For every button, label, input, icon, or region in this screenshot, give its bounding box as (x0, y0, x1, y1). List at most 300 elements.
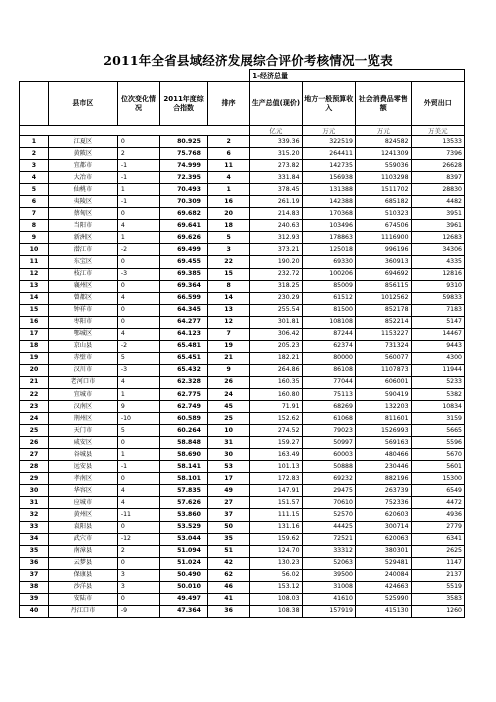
retail-value: 606001 (355, 376, 411, 388)
composite-score: 80.925 (160, 136, 208, 148)
row-number: 18 (20, 340, 49, 352)
export-value: 6549 (411, 485, 464, 497)
export-value: 28830 (411, 184, 464, 196)
unit-retail: 万元 (355, 126, 411, 136)
export-value: 59833 (411, 292, 464, 304)
unit-gdp: 亿元 (250, 126, 302, 136)
export-value: 12683 (411, 232, 464, 244)
rank: 13 (207, 304, 249, 316)
row-number: 38 (20, 581, 49, 593)
gdp-value: 151.57 (250, 497, 302, 509)
table-row (20, 413, 465, 425)
data-table (19, 69, 465, 618)
composite-score: 57.626 (160, 497, 208, 509)
row-number: 29 (20, 473, 49, 485)
composite-score: 53.529 (160, 521, 208, 533)
county-name: 云梦县 (48, 557, 117, 569)
composite-score: 58.101 (160, 473, 208, 485)
revenue-value: 50888 (302, 461, 355, 473)
rank-change: 0 (117, 316, 159, 328)
header-rank: 排序 (207, 82, 249, 126)
county-name: 荆州区 (48, 413, 117, 425)
gdp-value: 274.52 (250, 425, 302, 437)
export-value: 4482 (411, 196, 464, 208)
revenue-value: 100206 (302, 268, 355, 280)
export-value: 4936 (411, 509, 464, 521)
rank: 16 (207, 196, 249, 208)
gdp-value: 147.91 (250, 485, 302, 497)
table-row (20, 352, 465, 364)
county-name: 武穴市 (48, 533, 117, 545)
revenue-value: 69232 (302, 473, 355, 485)
row-number: 25 (20, 425, 49, 437)
revenue-value: 70610 (302, 497, 355, 509)
county-name: 孝南区 (48, 473, 117, 485)
table-row (20, 461, 465, 473)
export-value: 5382 (411, 388, 464, 400)
export-value: 5665 (411, 425, 464, 437)
revenue-value: 157919 (302, 605, 355, 617)
county-name: 大冶市 (48, 172, 117, 184)
export-value: 3951 (411, 208, 464, 220)
gdp-value: 108.03 (250, 593, 302, 605)
rank-change: -3 (117, 364, 159, 376)
county-name: 仙桃市 (48, 184, 117, 196)
rank: 14 (207, 292, 249, 304)
export-value: 1260 (411, 605, 464, 617)
gdp-value: 240.63 (250, 220, 302, 232)
retail-value: 824582 (355, 136, 411, 148)
retail-value: 852214 (355, 316, 411, 328)
rank-change: 4 (117, 220, 159, 232)
export-value: 5601 (411, 461, 464, 473)
export-value: 2625 (411, 545, 464, 557)
export-value: 3159 (411, 413, 464, 425)
gdp-value: 101.13 (250, 461, 302, 473)
rank: 7 (207, 328, 249, 340)
row-number: 15 (20, 304, 49, 316)
row-number: 19 (20, 352, 49, 364)
rank: 9 (207, 364, 249, 376)
revenue-value: 62374 (302, 340, 355, 352)
retail-value: 480466 (355, 449, 411, 461)
rank: 35 (207, 533, 249, 545)
composite-score: 69.364 (160, 280, 208, 292)
row-number: 4 (20, 172, 49, 184)
gdp-value: 160.35 (250, 376, 302, 388)
rank: 42 (207, 557, 249, 569)
gdp-value: 159.62 (250, 533, 302, 545)
gdp-value: 232.72 (250, 268, 302, 280)
retail-value: 852178 (355, 304, 411, 316)
export-value: 13533 (411, 136, 464, 148)
retail-value: 620063 (355, 533, 411, 545)
rank: 26 (207, 376, 249, 388)
county-name: 汉川市 (48, 364, 117, 376)
revenue-value: 75113 (302, 388, 355, 400)
retail-value: 525990 (355, 593, 411, 605)
retail-value: 590419 (355, 388, 411, 400)
row-number: 35 (20, 545, 49, 557)
county-name: 曾都区 (48, 292, 117, 304)
retail-value: 569163 (355, 437, 411, 449)
composite-score: 72.395 (160, 172, 208, 184)
retail-value: 685182 (355, 196, 411, 208)
page-title: 2011年全省县域经济发展综合评价考核情况一览表 (103, 53, 393, 68)
retail-value: 360913 (355, 256, 411, 268)
table-row (20, 244, 465, 256)
rank: 10 (207, 425, 249, 437)
rank-change: -1 (117, 461, 159, 473)
revenue-value: 87244 (302, 328, 355, 340)
table-row (20, 184, 465, 196)
retail-value: 1153227 (355, 328, 411, 340)
row-number: 34 (20, 533, 49, 545)
table-row (20, 364, 465, 376)
gdp-value: 339.36 (250, 136, 302, 148)
gdp-value: 56.02 (250, 569, 302, 581)
rank-change: -2 (117, 340, 159, 352)
table-row (20, 533, 465, 545)
gdp-value: 71.91 (250, 401, 302, 413)
revenue-value: 61512 (302, 292, 355, 304)
gdp-value: 315.20 (250, 148, 302, 160)
rank: 24 (207, 388, 249, 400)
rank-change: 5 (117, 352, 159, 364)
rank: 12 (207, 316, 249, 328)
county-name: 赤壁市 (48, 352, 117, 364)
row-number: 31 (20, 497, 49, 509)
revenue-value: 156938 (302, 172, 355, 184)
rank: 5 (207, 232, 249, 244)
rank-change: 2 (117, 545, 159, 557)
composite-score: 62.775 (160, 388, 208, 400)
county-name: 江夏区 (48, 136, 117, 148)
table-row (20, 148, 465, 160)
county-name: 钟祥市 (48, 304, 117, 316)
row-number: 36 (20, 557, 49, 569)
row-number: 21 (20, 376, 49, 388)
export-value: 1147 (411, 557, 464, 569)
county-name: 潜江市 (48, 244, 117, 256)
row-number: 12 (20, 268, 49, 280)
revenue-value: 52063 (302, 557, 355, 569)
composite-score: 60.264 (160, 425, 208, 437)
rank: 51 (207, 545, 249, 557)
rank-change: -11 (117, 509, 159, 521)
composite-score: 65.451 (160, 352, 208, 364)
composite-score: 51.024 (160, 557, 208, 569)
table-row (20, 485, 465, 497)
county-name: 枝江市 (48, 268, 117, 280)
composite-score: 49.497 (160, 593, 208, 605)
county-name: 安陆市 (48, 593, 117, 605)
table-row (20, 581, 465, 593)
header-county: 县市区 (48, 82, 117, 126)
gdp-value: 190.20 (250, 256, 302, 268)
table-row (20, 340, 465, 352)
county-name: 老河口市 (48, 376, 117, 388)
composite-score: 62.328 (160, 376, 208, 388)
retail-value: 1241309 (355, 148, 411, 160)
rank: 30 (207, 449, 249, 461)
export-value: 2779 (411, 521, 464, 533)
table-row (20, 388, 465, 400)
revenue-value: 52570 (302, 509, 355, 521)
composite-score: 51.094 (160, 545, 208, 557)
row-number: 13 (20, 280, 49, 292)
export-value: 14467 (411, 328, 464, 340)
composite-score: 75.768 (160, 148, 208, 160)
row-number: 30 (20, 485, 49, 497)
table-row (20, 328, 465, 340)
revenue-value: 69330 (302, 256, 355, 268)
composite-score: 53.860 (160, 509, 208, 521)
export-value: 4300 (411, 352, 464, 364)
export-value: 3583 (411, 593, 464, 605)
retail-value: 424663 (355, 581, 411, 593)
table-row (20, 196, 465, 208)
rank-change: 4 (117, 485, 159, 497)
composite-score: 58.690 (160, 449, 208, 461)
rank: 22 (207, 256, 249, 268)
gdp-value: 378.45 (250, 184, 302, 196)
revenue-value: 170368 (302, 208, 355, 220)
rank-change: -12 (117, 533, 159, 545)
row-number: 11 (20, 256, 49, 268)
table-row (20, 557, 465, 569)
composite-score: 50.490 (160, 569, 208, 581)
header-export: 外贸出口 (411, 82, 464, 126)
export-value: 5596 (411, 437, 464, 449)
rank-change: 0 (117, 521, 159, 533)
county-name: 枣阳市 (48, 316, 117, 328)
row-number: 20 (20, 364, 49, 376)
revenue-value: 39500 (302, 569, 355, 581)
retail-value: 1012562 (355, 292, 411, 304)
table-row (20, 304, 465, 316)
composite-score: 64.345 (160, 304, 208, 316)
rank-change: 3 (117, 569, 159, 581)
retail-value: 560077 (355, 352, 411, 364)
retail-value: 1526993 (355, 425, 411, 437)
retail-value: 694692 (355, 268, 411, 280)
rank: 4 (207, 172, 249, 184)
retail-value: 731324 (355, 340, 411, 352)
rank: 36 (207, 605, 249, 617)
revenue-value: 41610 (302, 593, 355, 605)
revenue-value: 264411 (302, 148, 355, 160)
rank: 31 (207, 437, 249, 449)
table-row (20, 280, 465, 292)
table-row (20, 425, 465, 437)
export-value: 8397 (411, 172, 464, 184)
revenue-value: 108108 (302, 316, 355, 328)
retail-value: 674506 (355, 220, 411, 232)
composite-score: 62.749 (160, 401, 208, 413)
county-name: 谷城县 (48, 449, 117, 461)
row-number: 23 (20, 401, 49, 413)
rank-change: 0 (117, 136, 159, 148)
header-retail: 社会消费品零售额 (355, 82, 411, 126)
revenue-value: 60003 (302, 449, 355, 461)
table-row (20, 401, 465, 413)
gdp-value: 152.62 (250, 413, 302, 425)
table-row (20, 232, 465, 244)
row-number: 28 (20, 461, 49, 473)
rank: 62 (207, 569, 249, 581)
county-name: 新洲区 (48, 232, 117, 244)
rank-change: 0 (117, 437, 159, 449)
retail-value: 1511702 (355, 184, 411, 196)
composite-score: 58.141 (160, 461, 208, 473)
revenue-value: 31008 (302, 581, 355, 593)
table-row (20, 605, 465, 617)
county-name: 宜城市 (48, 388, 117, 400)
revenue-value: 131388 (302, 184, 355, 196)
rank-change: 0 (117, 473, 159, 485)
row-number: 8 (20, 220, 49, 232)
export-value: 12816 (411, 268, 464, 280)
export-value: 6341 (411, 533, 464, 545)
table-row (20, 376, 465, 388)
composite-score: 58.848 (160, 437, 208, 449)
table-row (20, 569, 465, 581)
rank-change: 4 (117, 328, 159, 340)
composite-score: 69.385 (160, 268, 208, 280)
retail-value: 811601 (355, 413, 411, 425)
table-row (20, 160, 465, 172)
retail-value: 263739 (355, 485, 411, 497)
rank: 6 (207, 148, 249, 160)
revenue-value: 86108 (302, 364, 355, 376)
export-value: 3961 (411, 220, 464, 232)
composite-score: 69.499 (160, 244, 208, 256)
rank: 46 (207, 581, 249, 593)
rank-change: 1 (117, 388, 159, 400)
rank-change: 0 (117, 256, 159, 268)
rank: 19 (207, 340, 249, 352)
rank-change: 4 (117, 376, 159, 388)
revenue-value: 81500 (302, 304, 355, 316)
county-name: 夷陵区 (48, 196, 117, 208)
revenue-value: 79023 (302, 425, 355, 437)
county-name: 天门市 (48, 425, 117, 437)
rank-change: -2 (117, 244, 159, 256)
rank: 1 (207, 184, 249, 196)
rank-change: -1 (117, 172, 159, 184)
table-row (20, 256, 465, 268)
table-row (20, 473, 465, 485)
composite-score: 74.999 (160, 160, 208, 172)
county-name: 沙洋县 (48, 581, 117, 593)
rank-change: 0 (117, 593, 159, 605)
gdp-value: 182.21 (250, 352, 302, 364)
row-number: 10 (20, 244, 49, 256)
export-value: 5147 (411, 316, 464, 328)
rank: 11 (207, 160, 249, 172)
rank-change: -1 (117, 196, 159, 208)
table-row (20, 509, 465, 521)
county-name: 应城市 (48, 497, 117, 509)
row-number: 40 (20, 605, 49, 617)
county-name: 东宝区 (48, 256, 117, 268)
composite-score: 65.432 (160, 364, 208, 376)
gdp-value: 264.86 (250, 364, 302, 376)
rank: 37 (207, 509, 249, 521)
row-number: 33 (20, 521, 49, 533)
row-number: 2 (20, 148, 49, 160)
revenue-value: 103496 (302, 220, 355, 232)
table-row (20, 316, 465, 328)
county-name: 鄂城区 (48, 328, 117, 340)
export-value: 7396 (411, 148, 464, 160)
table-row (20, 292, 465, 304)
composite-score: 53.044 (160, 533, 208, 545)
composite-score: 60.589 (160, 413, 208, 425)
gdp-value: 205.23 (250, 340, 302, 352)
table-row (20, 220, 465, 232)
table-row (20, 208, 465, 220)
rank-change: -10 (117, 413, 159, 425)
retail-value: 620603 (355, 509, 411, 521)
revenue-value: 29475 (302, 485, 355, 497)
rank-change: 5 (117, 425, 159, 437)
retail-value: 510323 (355, 208, 411, 220)
gdp-value: 172.83 (250, 473, 302, 485)
revenue-value: 322519 (302, 136, 355, 148)
rank-change: -9 (117, 605, 159, 617)
revenue-value: 142735 (302, 160, 355, 172)
composite-score: 70.493 (160, 184, 208, 196)
county-name: 襄州区 (48, 280, 117, 292)
gdp-value: 214.83 (250, 208, 302, 220)
gdp-value: 153.12 (250, 581, 302, 593)
rank: 25 (207, 413, 249, 425)
revenue-value: 142388 (302, 196, 355, 208)
export-value: 5670 (411, 449, 464, 461)
composite-score: 69.626 (160, 232, 208, 244)
retail-value: 380301 (355, 545, 411, 557)
gdp-value: 331.84 (250, 172, 302, 184)
gdp-value: 312.93 (250, 232, 302, 244)
revenue-value: 125018 (302, 244, 355, 256)
export-value: 4335 (411, 256, 464, 268)
revenue-value: 72521 (302, 533, 355, 545)
county-name: 华容区 (48, 485, 117, 497)
gdp-value: 130.23 (250, 557, 302, 569)
header-gdp: 生产总值(现价) (250, 82, 302, 126)
row-number: 22 (20, 388, 49, 400)
composite-score: 64.123 (160, 328, 208, 340)
rank: 15 (207, 268, 249, 280)
table-row (20, 136, 465, 148)
retail-value: 559036 (355, 160, 411, 172)
row-number: 1 (20, 136, 49, 148)
table-row (20, 268, 465, 280)
rank-change: -3 (117, 268, 159, 280)
rank-change: 0 (117, 280, 159, 292)
row-number: 37 (20, 569, 49, 581)
revenue-value: 178863 (302, 232, 355, 244)
county-name: 黄陂区 (48, 148, 117, 160)
gdp-value: 111.15 (250, 509, 302, 521)
rank: 50 (207, 521, 249, 533)
export-value: 5233 (411, 376, 464, 388)
rank: 27 (207, 497, 249, 509)
export-value: 10834 (411, 401, 464, 413)
table-row (20, 521, 465, 533)
